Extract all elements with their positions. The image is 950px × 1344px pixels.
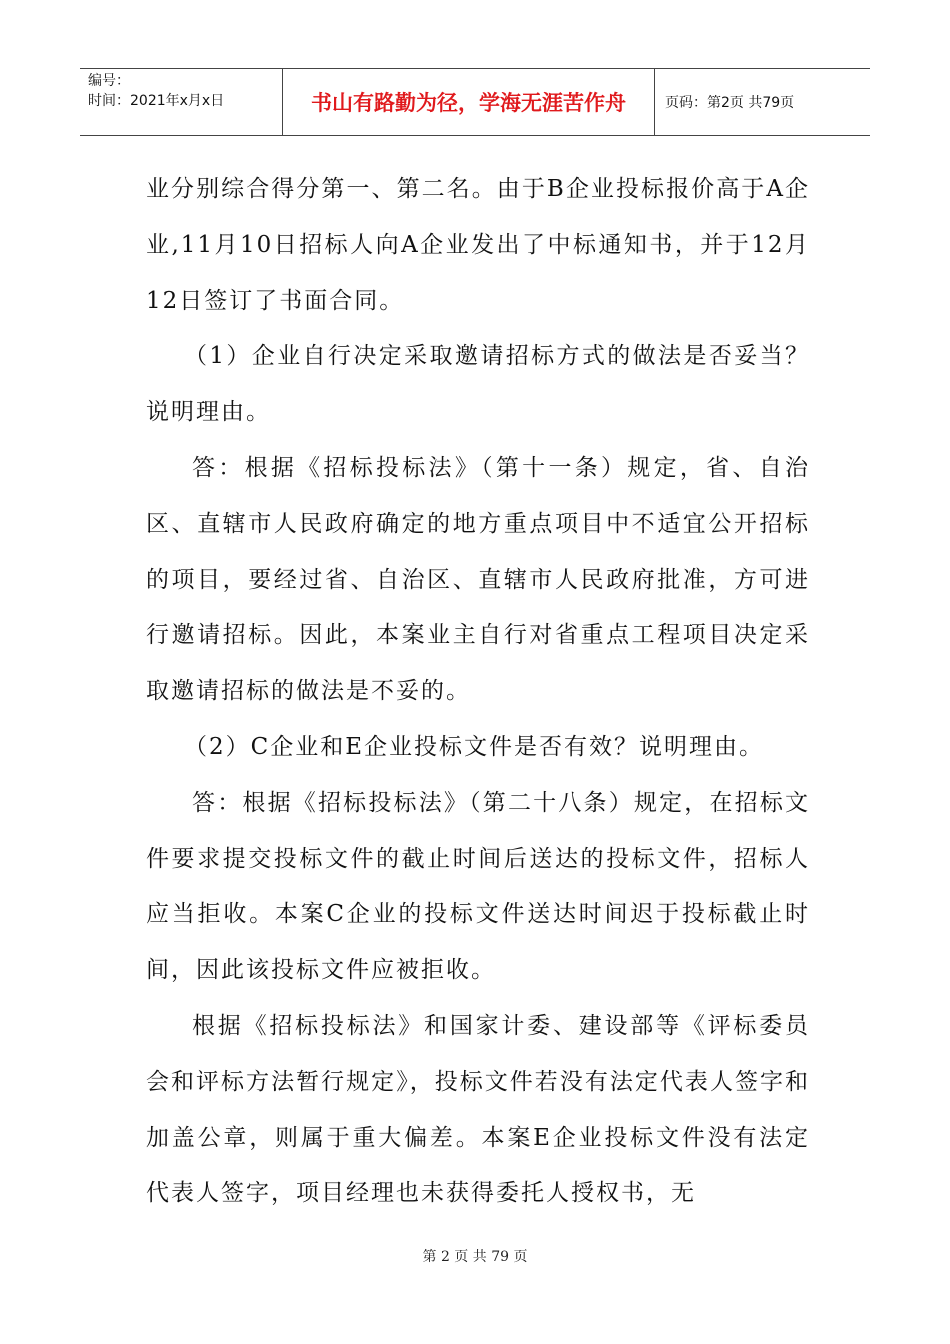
answer-2-continued: 根据《招标投标法》和国家计委、建设部等《评标委员会和评标方法暂行规定》，投标文件若没有法定代表人签字和加盖公章，则属于重大偏差。本案E企业投标文件没有法定代表人签字，项目经理也未获得委托人授权书，无 — [146, 1012, 810, 1207]
document-body — [146, 162, 810, 1222]
header-page-info: 页码：第2页 共79页 — [665, 95, 795, 111]
answer-1: 答：根据《招标投标法》（第十一条）规定，省、自治区、直辖市人民政府确定的地方重点项目中不适宜公开招标的项目，要经过省、自治区、直辖市人民政府批准，方可进行邀请招标。因此，本案业主自行对省重点工程项目决定采取邀请招标的做法是不妥的。 — [146, 454, 810, 705]
paragraph-continuation: 业分别综合得分第一、第二名。由于B企业投标报价高于A企业,11月10日招标人向A企业发出了中标通知书，并于12月12日签订了书面合同。 — [146, 176, 810, 314]
page-footer: 第 2 页 共 79 页 — [422, 1249, 528, 1265]
question-2: （2）C企业和E企业投标文件是否有效？说明理由。 — [184, 733, 765, 760]
header-meta — [80, 69, 283, 135]
document-number-label: 编号： — [88, 73, 130, 89]
page-header — [80, 68, 870, 136]
question-1: （1）企业自行决定采取邀请招标方式的做法是否妥当？说明理由。 — [146, 343, 810, 426]
header-motto: 书山有路勤为径，学海无涯苦作舟 — [283, 69, 655, 135]
document-time-label: 时间：2021年x月x日 — [88, 93, 225, 109]
answer-2: 答：根据《招标投标法》（第二十八条）规定，在招标文件要求提交投标文件的截止时间后送达的投标文件，招标人应当拒收。本案C企业的投标文件送达时间迟于投标截止时间，因此该投标文件应被拒收。 — [146, 789, 810, 984]
